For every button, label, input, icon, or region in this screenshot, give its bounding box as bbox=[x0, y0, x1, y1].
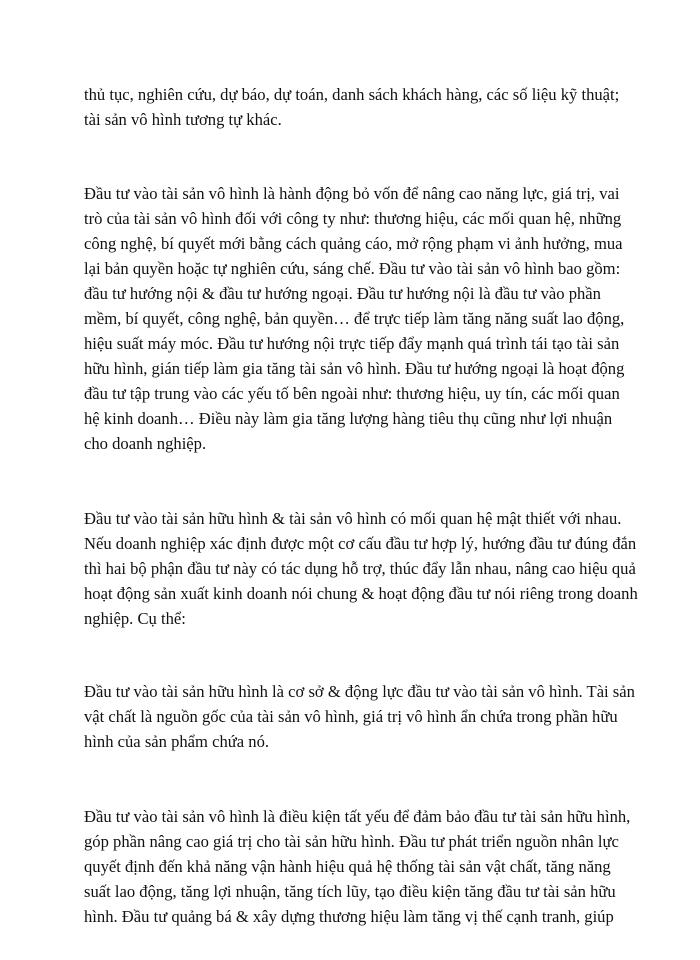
text-line: trò của tài sản vô hình đối với công ty như: thương hiệu, các mối quan hệ, những bbox=[84, 209, 622, 228]
text-line: Đầu tư vào tài sản vô hình là điều kiện tất yếu để đảm bảo đầu tư tài sản hữu hình, bbox=[84, 807, 631, 826]
text-line: hệ kinh doanh… Điều này làm gia tăng lượng hàng tiêu thụ cũng như lợi nhuận bbox=[84, 409, 613, 428]
text-line: đầu tư hướng nội & đầu tư hướng ngoại. Đầu tư hướng nội là đầu tư vào phần bbox=[84, 284, 601, 303]
text-line: hiệu suất máy móc. Đầu tư hướng nội trực tiếp đẩy mạnh quá trình tái tạo tài sản bbox=[84, 334, 620, 353]
text-line: góp phần nâng cao giá trị cho tài sản hữu hình. Đầu tư phát triển nguồn nhân lực bbox=[84, 832, 619, 851]
text-line: lại bản quyền hoặc tự nghiên cứu, sáng chế. Đầu tư vào tài sản vô hình bao gồm: bbox=[84, 259, 621, 278]
text-line: thủ tục, nghiên cứu, dự báo, dự toán, danh sách khách hàng, các số liệu kỹ thuật; bbox=[84, 85, 620, 104]
text-line: hình. Đầu tư quảng bá & xây dựng thương hiệu làm tăng vị thế cạnh tranh, giúp bbox=[84, 907, 614, 926]
text-line: Đầu tư vào tài sản hữu hình là cơ sở & động lực đầu tư vào tài sản vô hình. Tài sản bbox=[84, 682, 635, 701]
text-line: hình của sản phẩm chứa nó. bbox=[84, 732, 270, 751]
text-line: suất lao động, tăng lợi nhuận, tăng tích lũy, tạo điều kiện tăng đầu tư tài sản hữu bbox=[84, 882, 616, 901]
text-line: công nghệ, bí quyết mới bằng cách quảng cáo, mở rộng phạm vi ảnh hưởng, mua bbox=[84, 234, 623, 253]
paragraph-3 bbox=[84, 506, 638, 631]
paragraph-2 bbox=[84, 181, 632, 456]
text-line: tài sản vô hình tương tự khác. bbox=[84, 110, 282, 129]
text-line: quyết định đến khả năng vận hành hiệu quả hệ thống tài sản vật chất, tăng năng bbox=[84, 857, 611, 876]
text-line: thì hai bộ phận đầu tư này có tác dụng hỗ trợ, thúc đẩy lẫn nhau, nâng cao hiệu quả bbox=[84, 559, 636, 578]
text-line: Đầu tư vào tài sản vô hình là hành động bỏ vốn để nâng cao năng lực, giá trị, vai bbox=[84, 184, 620, 203]
text-line: cho doanh nghiệp. bbox=[84, 434, 207, 453]
text-line: hoạt động sản xuất kinh doanh nói chung & hoạt động đầu tư nói riêng trong doanh bbox=[84, 584, 638, 603]
paragraph-5 bbox=[84, 804, 632, 929]
text-line: hữu hình, gián tiếp làm gia tăng tài sản vô hình. Đầu tư hướng ngoại là hoạt động bbox=[84, 359, 625, 378]
text-line: mềm, bí quyết, công nghệ, bản quyền… để trực tiếp làm tăng năng suất lao động, bbox=[84, 309, 625, 328]
text-line: vật chất là nguồn gốc của tài sản vô hình, giá trị vô hình ẩn chứa trong phần hữu bbox=[84, 707, 618, 726]
text-line: Nếu doanh nghiệp xác định được một cơ cấu đầu tư hợp lý, hướng đầu tư đúng đắn bbox=[84, 534, 637, 553]
text-line: nghiệp. Cụ thể: bbox=[84, 609, 186, 628]
document-body bbox=[84, 82, 638, 929]
paragraph-4 bbox=[84, 679, 635, 754]
text-line: Đầu tư vào tài sản hữu hình & tài sản vô hình có mối quan hệ mật thiết với nhau. bbox=[84, 509, 622, 528]
text-line: đầu tư tập trung vào các yếu tố bên ngoài như: thương hiệu, uy tín, các mối quan bbox=[84, 384, 620, 403]
paragraph-1 bbox=[84, 82, 632, 132]
